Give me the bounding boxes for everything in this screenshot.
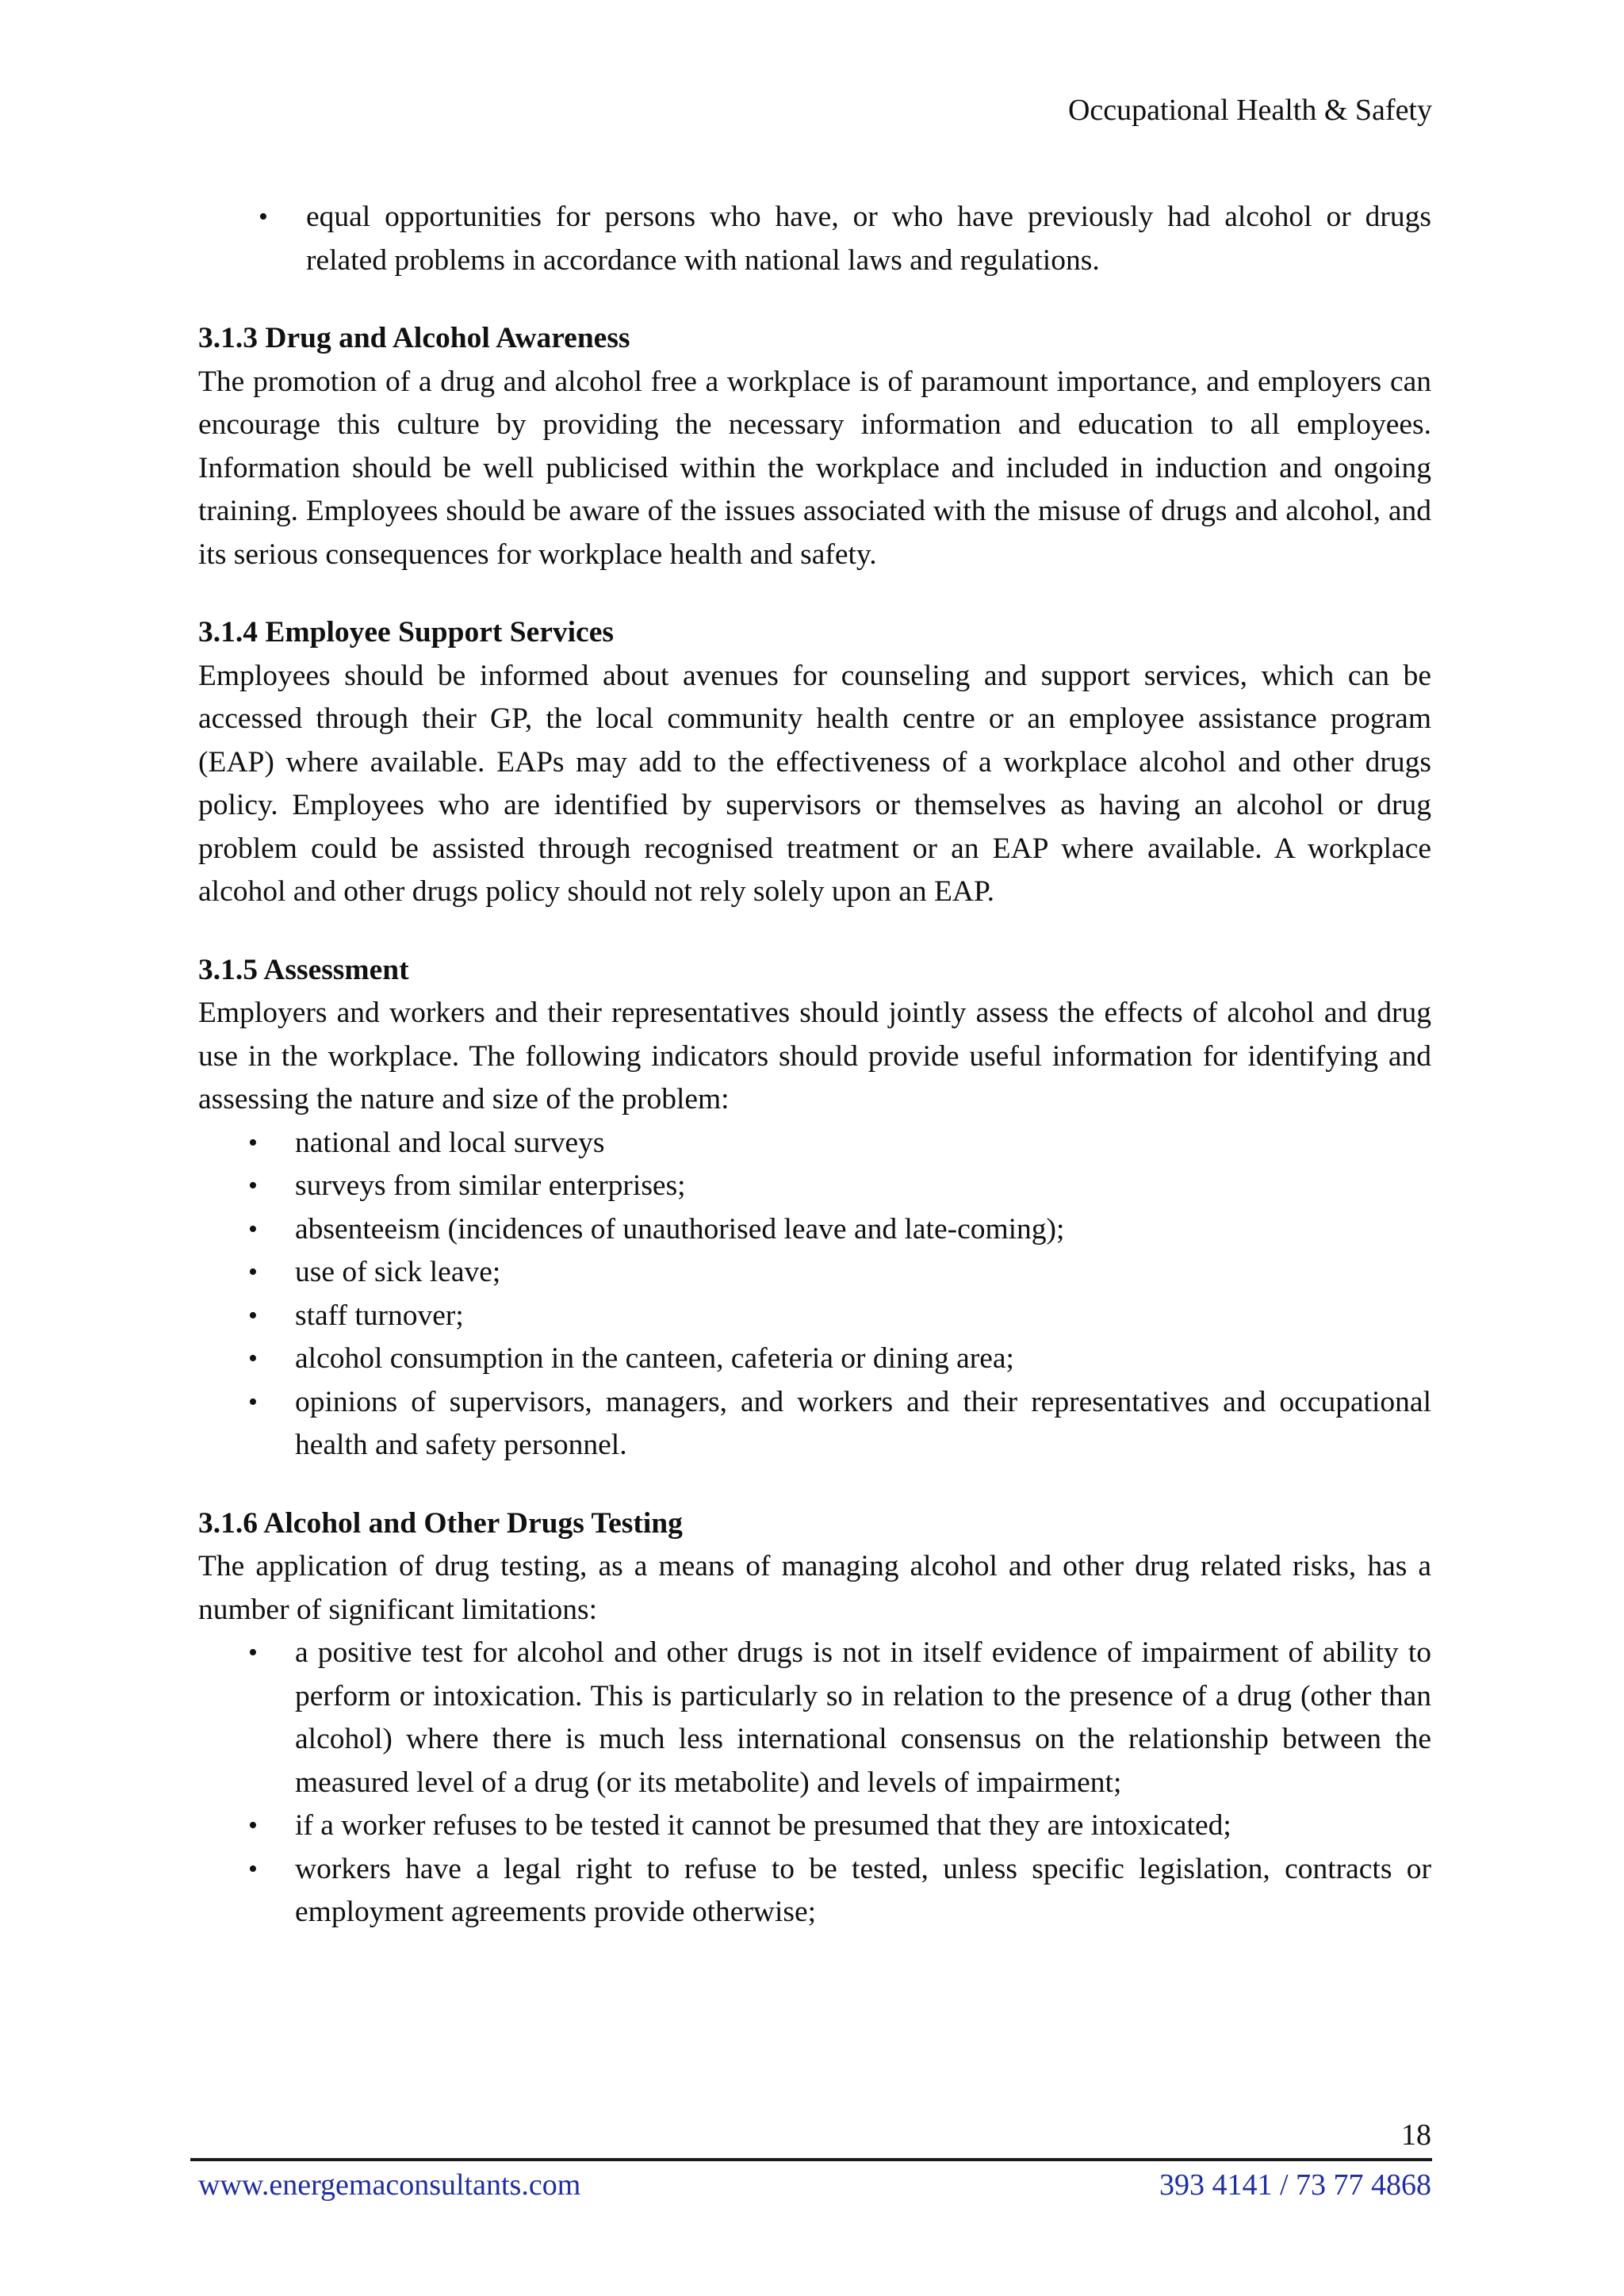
bullet-icon: • xyxy=(248,1257,258,1287)
section-heading: 3.1.6 Alcohol and Other Drugs Testing xyxy=(198,1506,683,1540)
list-item-text: absenteeism (incidences of unauthorised leave and late-coming); xyxy=(295,1212,1065,1246)
running-header: Occupational Health & Safety xyxy=(1067,94,1432,127)
list-item-text: staff turnover; xyxy=(295,1299,464,1332)
section-paragraph: Employers and workers and their representatives should jointly assess the effects of alcohol and drug use in the workplace. The following indicators should provide useful information for identifying and assessing the nature and size of the problem: xyxy=(198,997,1431,1115)
section-paragraph: Employees should be informed about avenues for counseling and support services, which can be accessed through their GP, the local community health centre or an employee assistance program (EAP) where available. EAPs may add to the effectiveness of a workplace alcohol and other drugs policy. Employees who are identified by supervisors or themselves as having an alcohol or drug problem could be assisted through recognised treatment or an EAP where available. A workplace alcohol and other drugs policy should not rely solely upon an EAP. xyxy=(198,659,1431,908)
section-heading: 3.1.4 Employee Support Services xyxy=(198,616,614,649)
list-item xyxy=(198,1848,1431,1934)
list-item-text: if a worker refuses to be tested it cannot be presumed that they are intoxicated; xyxy=(295,1809,1231,1842)
bullet-icon: • xyxy=(248,1127,258,1158)
list-item-text: a positive test for alcohol and other drugs is not in itself evidence of impairment of ability to perform or intoxication. This is particularly so in relation to the presence of a drug (other than alcohol) where there is much less international consensus on the relationship between the measured level of a drug (or its metabolite) and levels of impairment; xyxy=(295,1636,1431,1799)
section-heading: 3.1.5 Assessment xyxy=(198,953,409,986)
section-assessment xyxy=(198,949,1431,1468)
footer-website-link[interactable]: www.energemaconsultants.com xyxy=(198,2168,581,2202)
section-paragraph: The promotion of a drug and alcohol free a workplace is of paramount importance, and employers can encourage this culture by providing the necessary information and education to all employees. Information should be well publicised within the workplace and included in induction and ongoing training. Employees should be aware of the issues associated with the misuse of drugs and alcohol, and its serious consequences for workplace health and safety. xyxy=(198,365,1431,571)
list-item xyxy=(198,1122,1431,1165)
list-item xyxy=(198,1632,1431,1804)
list-item xyxy=(198,1251,1431,1295)
bullet-icon: • xyxy=(259,202,268,232)
list-item xyxy=(198,1208,1431,1252)
page-number: 18 xyxy=(1401,2118,1431,2152)
section-paragraph: The application of drug testing, as a means of managing alcohol and other drug related risks, has a number of significant limitations: xyxy=(198,1550,1431,1626)
intro-bullet-list xyxy=(198,196,1431,282)
section-drug-testing xyxy=(198,1502,1431,1934)
list-item xyxy=(198,196,1431,282)
testing-limitations-list xyxy=(198,1632,1431,1934)
bullet-icon: • xyxy=(248,1387,258,1417)
list-item-text: opinions of supervisors, managers, and workers and their representatives and occupational health and safety personnel. xyxy=(295,1385,1431,1461)
list-item xyxy=(198,1804,1431,1848)
list-item-text: use of sick leave; xyxy=(295,1256,501,1288)
list-item-text: workers have a legal right to refuse to be tested, unless specific legislation, contracts or employment agreements provide otherwise; xyxy=(295,1852,1431,1928)
section-drug-alcohol-awareness xyxy=(198,317,1431,576)
bullet-icon: • xyxy=(248,1344,258,1373)
bullet-icon: • xyxy=(248,1171,258,1200)
footer-divider xyxy=(190,2158,1432,2161)
list-item-text: alcohol consumption in the canteen, cafeteria or dining area; xyxy=(295,1342,1014,1375)
bullet-icon: • xyxy=(248,1638,258,1667)
bullet-icon: • xyxy=(248,1214,258,1244)
section-employee-support-services xyxy=(198,611,1431,914)
list-item xyxy=(198,1165,1431,1208)
footer-phone-numbers: 393 4141 / 73 77 4868 xyxy=(1159,2168,1431,2202)
assessment-indicator-list xyxy=(198,1122,1431,1468)
list-item-text: surveys from similar enterprises; xyxy=(295,1169,686,1202)
bullet-icon: • xyxy=(248,1854,258,1884)
list-item-text: national and local surveys xyxy=(295,1126,605,1159)
section-heading: 3.1.3 Drug and Alcohol Awareness xyxy=(198,322,630,354)
list-item xyxy=(198,1295,1431,1338)
list-item xyxy=(198,1337,1431,1381)
bullet-icon: • xyxy=(248,1811,258,1840)
list-item xyxy=(198,1381,1431,1468)
list-item-text: equal opportunities for persons who have, or who have previously had alcohol or drugs related problems in accordance with national laws and regulations. xyxy=(306,201,1431,277)
page-content xyxy=(198,196,1431,1934)
bullet-icon: • xyxy=(248,1300,258,1330)
